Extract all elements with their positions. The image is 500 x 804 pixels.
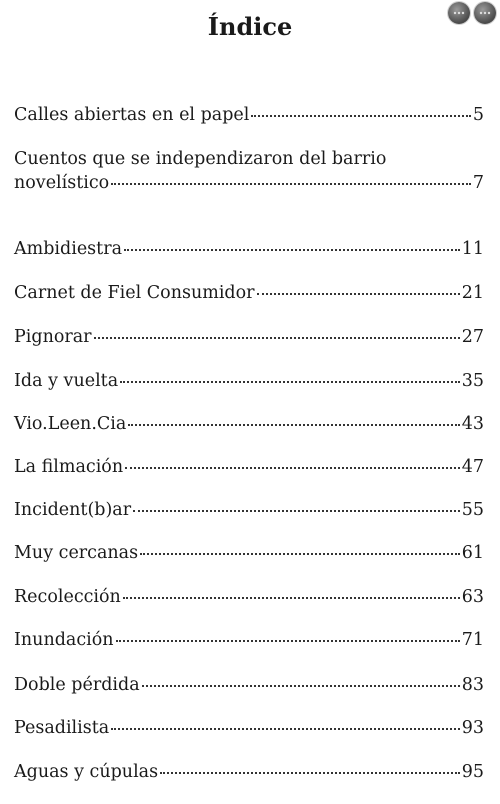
toc-entry[interactable] (14, 585, 484, 609)
dot-leader (94, 337, 460, 339)
dot-leader (251, 115, 470, 117)
toc-entry-page: 61 (461, 543, 484, 563)
toc-entry-label: Pignorar (14, 327, 92, 347)
toc-entry[interactable] (14, 103, 484, 127)
toc-entry-page: 93 (461, 718, 484, 738)
toc-entry[interactable] (14, 369, 484, 393)
toc-entry[interactable] (14, 541, 484, 565)
toc-entry-page: 27 (461, 327, 484, 347)
toc-entry-page: 83 (461, 675, 484, 695)
toc-entry-label: Inundación (14, 630, 114, 650)
toc-entry-label-continued: novelístico (14, 173, 110, 193)
toc-entry[interactable] (14, 412, 484, 436)
page-title: Índice (207, 12, 293, 41)
toc-entry-label: Muy cercanas (14, 543, 139, 563)
toc-entry-label: Pesadilista (14, 718, 110, 738)
dot-leader (125, 467, 460, 469)
toc-entry-page: 35 (461, 371, 484, 391)
toc-entry-page: 71 (461, 630, 484, 650)
toc-entry-page: 63 (461, 587, 484, 607)
toc-entry[interactable] (14, 673, 484, 697)
dot-leader (124, 249, 460, 251)
dot-leader (111, 183, 471, 185)
dot-leader (160, 772, 460, 774)
toc-entry-page: 21 (461, 283, 484, 303)
dot-leader (133, 510, 460, 512)
toc-entry-label: Ida y vuelta (14, 371, 119, 391)
dot-leader (120, 381, 460, 383)
toc-entry-page: 5 (472, 105, 484, 125)
dot-leader (123, 597, 460, 599)
toc-entry[interactable] (14, 455, 484, 479)
toc-entry-label: Incident(b)ar (14, 500, 132, 520)
toc-entry-label: Cuentos que se independizaron del barrio (14, 149, 387, 169)
toc-entry-page: 47 (461, 457, 484, 477)
toc-entry-page: 43 (461, 414, 484, 434)
dot-leader (140, 553, 460, 555)
toc-entry[interactable] (14, 628, 484, 652)
toc-entry-label: Carnet de Fiel Consumidor (14, 283, 255, 303)
toc-entry-page: 11 (461, 239, 484, 259)
toc-entry-page: 7 (472, 173, 484, 193)
toc-entry[interactable] (14, 325, 484, 349)
toc-entry-label: Calles abiertas en el papel (14, 105, 250, 125)
dot-leader (128, 424, 459, 426)
toc-entry[interactable] (14, 281, 484, 305)
dot-leader (111, 728, 460, 730)
toc-entry[interactable] (14, 147, 484, 195)
toc-entry[interactable] (14, 498, 484, 522)
toc-entry-label: Recolección (14, 587, 121, 607)
dot-leader (142, 685, 460, 687)
toc-entry-label: La filmación (14, 457, 124, 477)
dot-leader (257, 293, 460, 295)
toc-entry[interactable] (14, 760, 484, 784)
toc-entry-label: Ambidiestra (14, 239, 122, 259)
toc-entry-page: 55 (461, 500, 484, 520)
dot-leader (116, 640, 460, 642)
toc-entry[interactable] (14, 237, 484, 261)
toc-entry-label: Doble pérdida (14, 675, 140, 695)
toc-entry-page: 95 (461, 762, 484, 782)
toc-entry-label: Vio.Leen.Cia (14, 414, 127, 434)
toc-entry[interactable] (14, 716, 484, 740)
toc-entry-label: Aguas y cúpulas (14, 762, 159, 782)
